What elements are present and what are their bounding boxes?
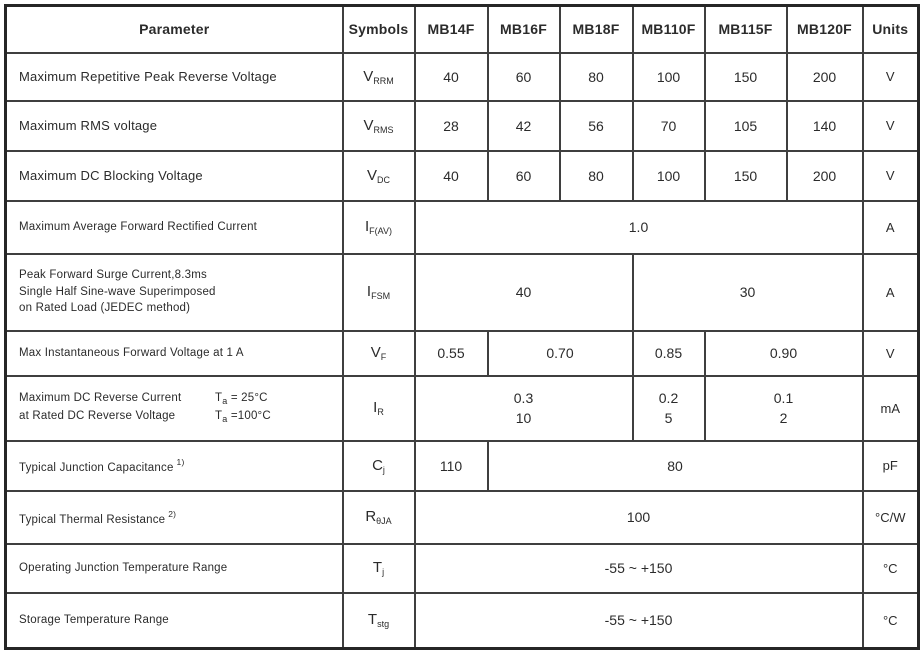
parameter-line: Peak Forward Surge Current,8.3ms	[19, 268, 207, 281]
symbol-cell	[343, 254, 415, 331]
row-ifav	[6, 201, 919, 254]
parameter-cell: Operating Junction Temperature Range	[6, 544, 343, 593]
unit-cell: °C	[863, 544, 919, 593]
symbol-cell	[343, 151, 415, 201]
value-line: 0.3	[513, 389, 534, 406]
symbol-cell	[343, 491, 415, 544]
symbol-cell	[343, 53, 415, 101]
value-cell: 140	[787, 101, 863, 151]
symbol-main: V	[370, 344, 381, 361]
value-cell: 0.85	[633, 331, 705, 376]
row-rthja	[6, 491, 919, 544]
value-cell: 60	[488, 151, 560, 201]
value-cell: 100	[633, 151, 705, 201]
symbol-sub: F(AV)	[369, 226, 392, 236]
value-cell: 0.90	[705, 331, 863, 376]
value-cell: 70	[633, 101, 705, 151]
header-model-mb16f: MB16F	[488, 6, 560, 53]
value-cell: 40	[415, 53, 488, 101]
value-cell: 28	[415, 101, 488, 151]
row-vf	[6, 331, 919, 376]
value-cell: 1.0	[415, 201, 863, 254]
unit-cell: V	[863, 151, 919, 201]
symbol-sub: FSM	[371, 291, 391, 301]
parameter-cell	[6, 376, 343, 441]
unit-cell: V	[863, 53, 919, 101]
row-tj	[6, 544, 919, 593]
value-cell	[705, 376, 863, 441]
symbol-sub: j	[382, 567, 385, 577]
condition-ta-100c: $T_a =100^\circ C$	[215, 410, 271, 424]
symbol-main: C	[372, 456, 383, 474]
value-cell: 30	[633, 254, 863, 331]
value-line: 5	[664, 410, 673, 426]
unit-cell: A	[863, 254, 919, 331]
value-cell	[415, 376, 633, 441]
value-cell: 60	[488, 53, 560, 101]
symbol-cell	[343, 441, 415, 491]
header-model-mb115f: MB115F	[705, 6, 787, 53]
symbol-main: I	[366, 283, 372, 300]
unit-cell: A	[863, 201, 919, 254]
symbol-sub: j	[382, 464, 385, 475]
symbol-cell	[343, 201, 415, 254]
value-cell: 100	[633, 53, 705, 101]
value-cell: 0.55	[415, 331, 488, 376]
condition-ta-25c: $T_a = 25^\circ C$	[215, 391, 268, 406]
value-cell: 110	[415, 441, 488, 491]
value-cell: 200	[787, 53, 863, 101]
footnote-ref: 1)	[176, 457, 185, 467]
parameter-cell: Maximum RMS voltage	[6, 101, 343, 151]
parameter-text: Typical Thermal Resistance	[19, 513, 166, 526]
symbol-main: R	[365, 508, 377, 525]
symbol-sub: θJA	[376, 516, 392, 526]
symbol-cell	[343, 593, 415, 649]
symbol-sub: F	[380, 352, 387, 362]
row-ifsm	[6, 254, 919, 331]
value-cell: 42	[488, 101, 560, 151]
value-cell: 56	[560, 101, 633, 151]
header-model-mb110f: MB110F	[633, 6, 705, 53]
row-ir	[6, 376, 919, 441]
symbol-sub: R	[377, 407, 384, 417]
symbol-main: V	[363, 116, 374, 134]
parameter-line: at Rated DC Reverse Voltage	[19, 410, 176, 422]
symbol-sub: RRM	[373, 75, 394, 86]
symbol-cell	[343, 376, 415, 441]
unit-cell: V	[863, 101, 919, 151]
symbol-main: I	[364, 218, 370, 235]
symbol-cell	[343, 331, 415, 376]
value-cell: 150	[705, 53, 787, 101]
unit-cell: mA	[863, 376, 919, 441]
header-units: Units	[863, 6, 919, 53]
value-line: 10	[515, 410, 532, 426]
value-cell: 105	[705, 101, 787, 151]
parameter-cell: Maximum DC Blocking Voltage	[6, 151, 343, 201]
value-line: 0.2	[658, 389, 679, 406]
value-cell: 40	[415, 254, 633, 331]
header-model-mb18f: MB18F	[560, 6, 633, 53]
symbol-main: V	[366, 166, 377, 184]
unit-cell: V	[863, 331, 919, 376]
parameter-text: Typical Junction Capacitance	[19, 462, 174, 474]
header-parameter: Parameter	[6, 6, 343, 53]
table-header-row	[6, 6, 919, 53]
value-cell: 80	[560, 151, 633, 201]
symbol-main: I	[373, 399, 378, 416]
symbol-main: T	[372, 559, 383, 576]
value-cell: -55 ~ +150	[415, 593, 863, 649]
parameter-cell: Max Instantaneous Forward Voltage at 1 A	[6, 331, 343, 376]
value-cell: 40	[415, 151, 488, 201]
symbol-sub: RMS	[373, 124, 394, 135]
value-cell: 80	[560, 53, 633, 101]
header-model-mb14f: MB14F	[415, 6, 488, 53]
symbol-main: T	[367, 611, 378, 629]
parameter-line: Maximum DC Reverse Current	[19, 391, 182, 404]
row-tstg	[6, 593, 919, 649]
header-model-mb120f: MB120F	[787, 6, 863, 53]
unit-cell: °C	[863, 593, 919, 649]
row-cj	[6, 441, 919, 491]
row-vdc	[6, 151, 919, 201]
symbol-cell	[343, 101, 415, 151]
value-cell	[633, 376, 705, 441]
symbol-sub: DC	[377, 174, 390, 185]
parameter-cell	[6, 441, 343, 491]
parameter-line: Single Half Sine-wave Superimposed	[19, 285, 216, 298]
symbol-main: V	[363, 67, 374, 85]
value-line: 2	[779, 410, 788, 426]
row-vrrm	[6, 53, 919, 101]
symbol-cell	[343, 544, 415, 593]
symbol-sub: stg	[377, 619, 390, 630]
parameter-cell	[6, 491, 343, 544]
parameter-cell: Maximum Repetitive Peak Reverse Voltage	[6, 53, 343, 101]
row-vrms	[6, 101, 919, 151]
footnote-ref: 2)	[168, 508, 177, 519]
value-cell: 200	[787, 151, 863, 201]
unit-cell: pF	[863, 441, 919, 491]
parameter-cell	[6, 254, 343, 331]
parameter-cell: Maximum Average Forward Rectified Current	[6, 201, 343, 254]
value-cell: 0.70	[488, 331, 633, 376]
parameter-line: on Rated Load (JEDEC method)	[19, 302, 191, 315]
value-cell: 100	[415, 491, 863, 544]
spec-table	[4, 4, 920, 650]
value-cell: 150	[705, 151, 787, 201]
unit-cell: °C/W	[863, 491, 919, 544]
value-cell: -55 ~ +150	[415, 544, 863, 593]
header-symbols: Symbols	[343, 6, 415, 53]
value-line: 0.1	[773, 389, 794, 406]
parameter-cell: Storage Temperature Range	[6, 593, 343, 649]
value-cell: 80	[488, 441, 863, 491]
